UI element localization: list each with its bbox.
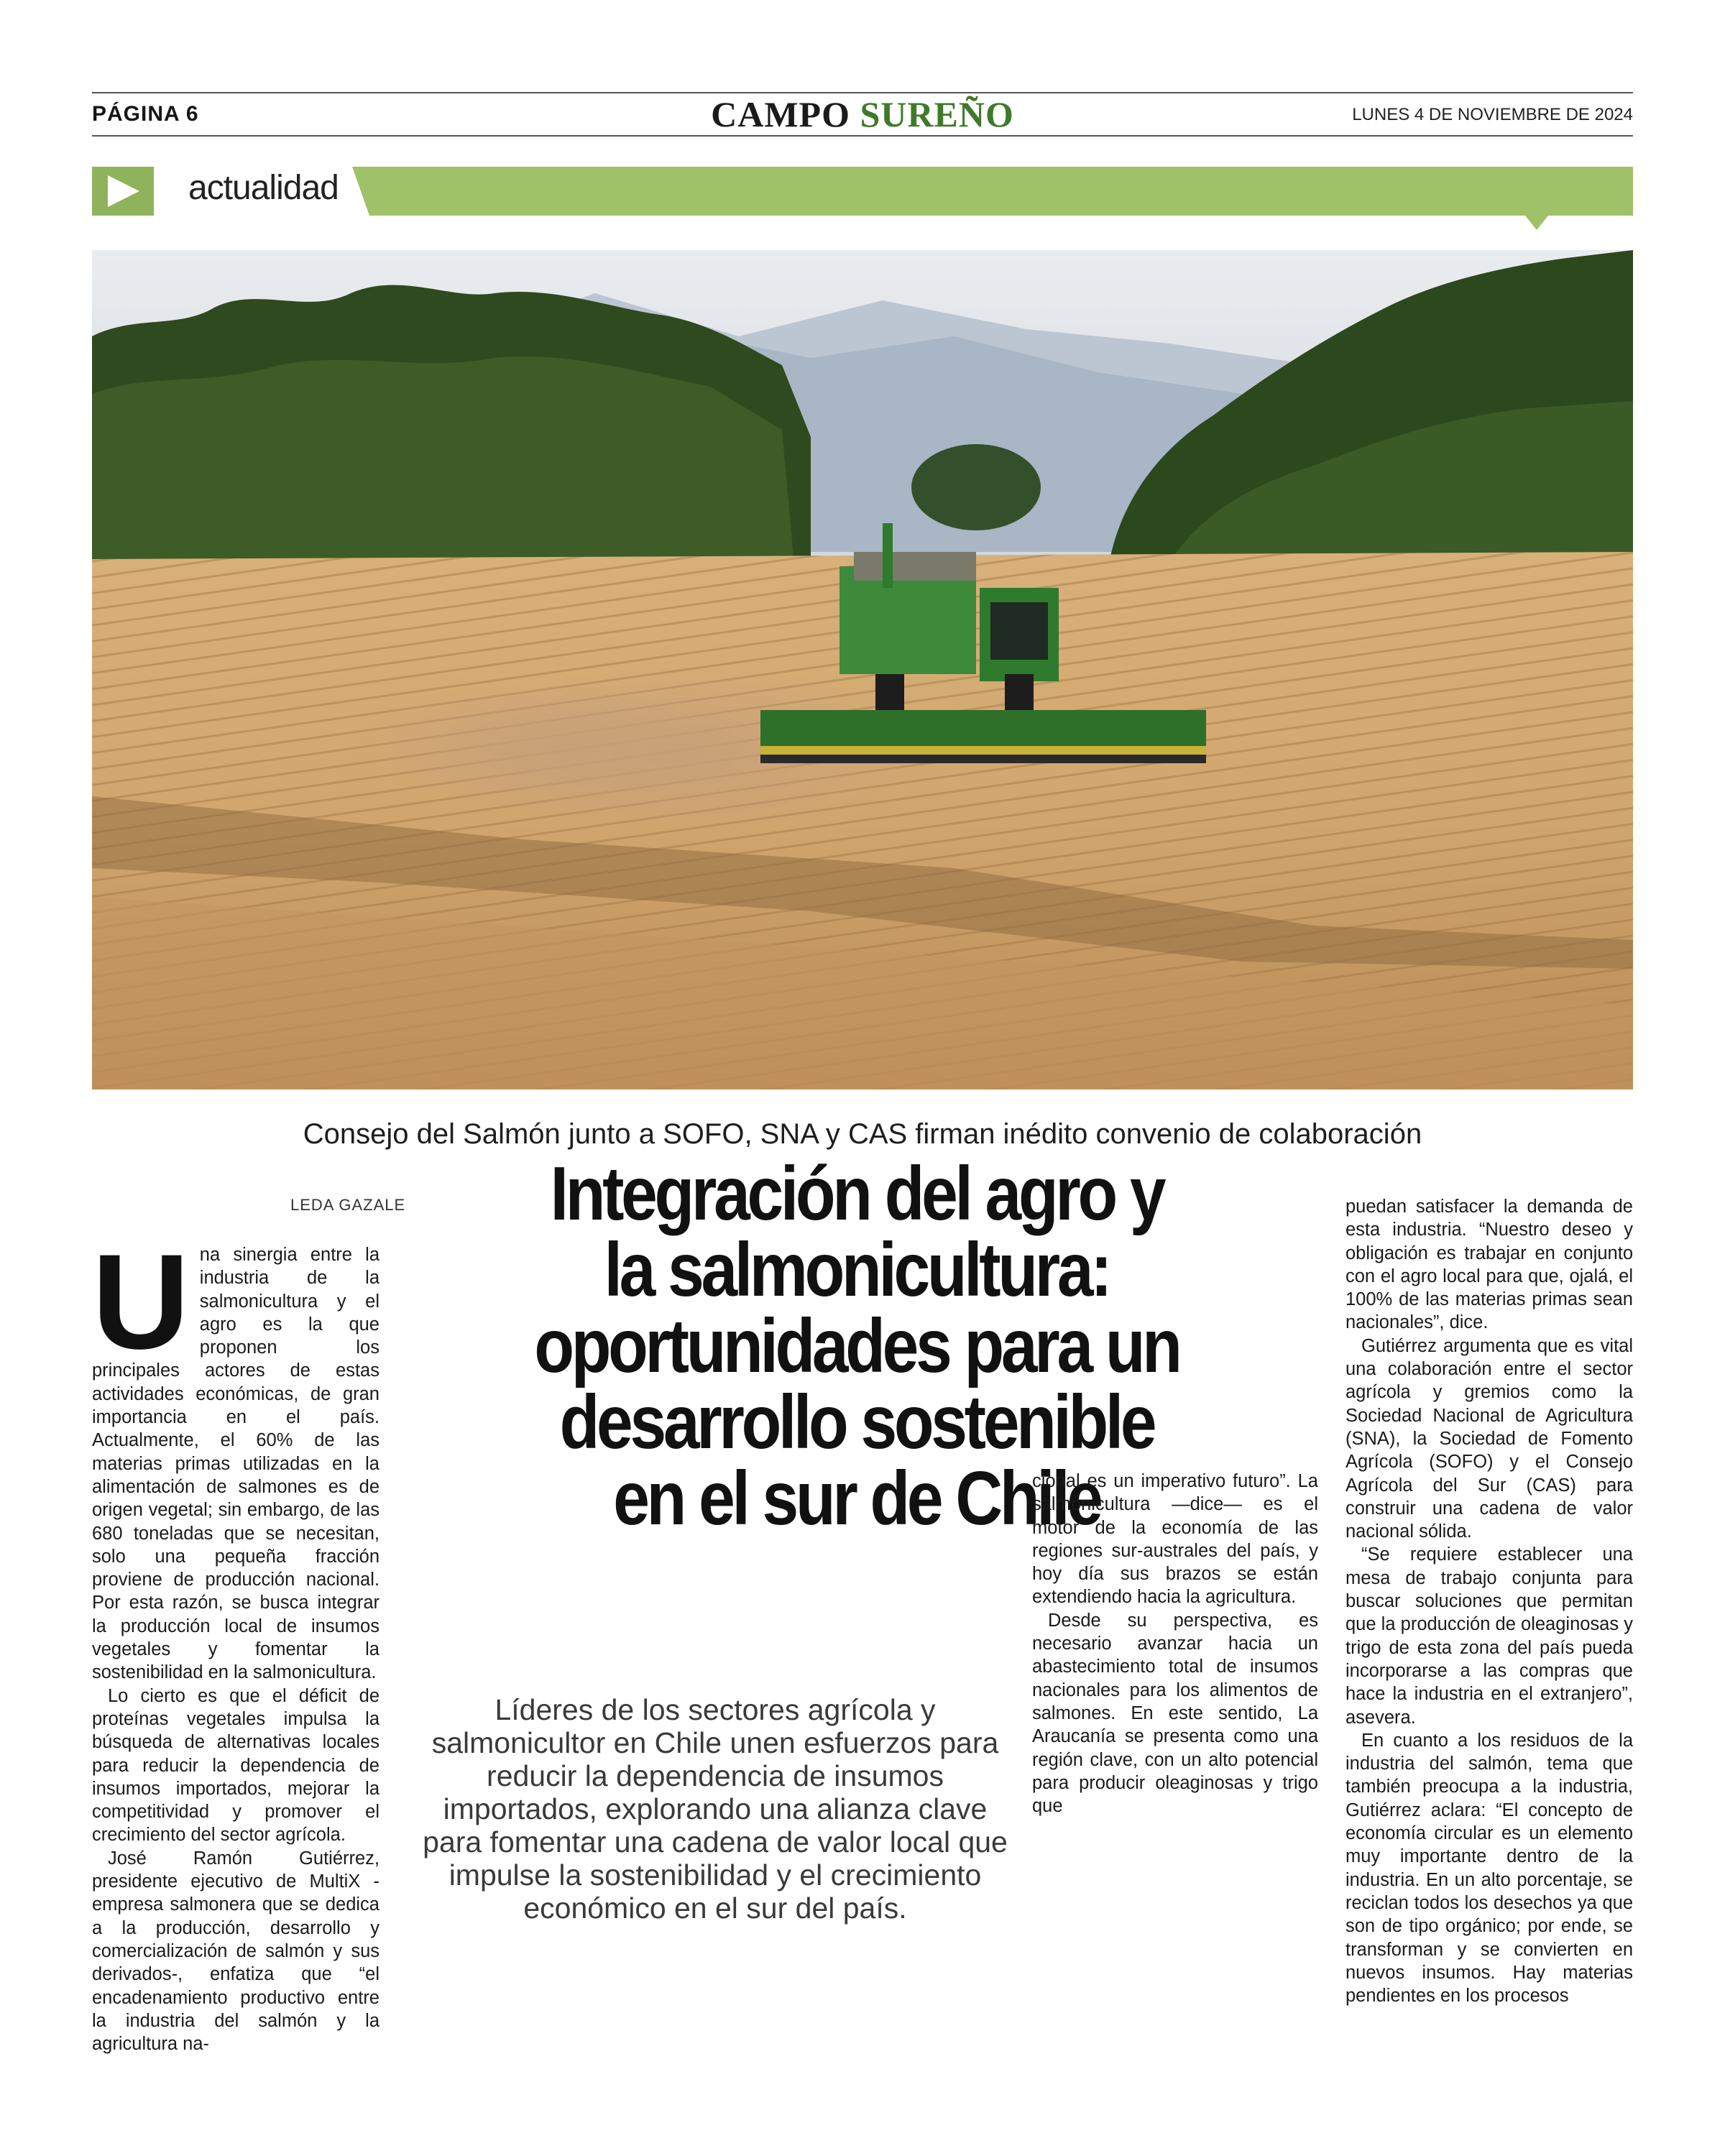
paragraph: “Se requiere establecer una mesa de trabajo conjunta para buscar soluciones que permitan que la producción de oleaginosas y trigo de esta zona del país pueda incorporarse a las compras que hace la industria en el extranjero”, asevera. <box>1346 1544 1633 1728</box>
article-kicker: Consejo del Salmón junto a SOFO, SNA y CAS firman inédito convenio de colaboración <box>303 1118 1422 1150</box>
paragraph <box>92 1226 380 1685</box>
section-label: actualidad <box>188 169 339 207</box>
bottom-rule <box>92 135 1633 137</box>
paragraph: José Ramón Gutiérrez, presidente ejecutivo de MultiX - empresa salmonera que se dedica a la producción, desarrollo y comercialización de salmón y sus derivados-, enfatiza que “el encadenamiento productivo entre la industria del salmón y la agricultura na- <box>92 1848 380 2055</box>
paragraph: En cuanto a los residuos de la industria del salmón, tema que también preocupa a la industria, Gutiérrez aclara: “El concepto de economía circular es un elemento muy importante dentro de la industria. En un alto porcentaje, se reciclan todos los desechos ya que son de tipo orgánico; por ende, se transforman y se convierten en nuevos insumos. Hay materias pendientes en los procesos <box>1346 1730 1633 2007</box>
play-icon <box>92 167 154 216</box>
masthead-sureno: SUREÑO <box>860 94 1014 134</box>
masthead-campo: CAMPO <box>711 94 850 134</box>
headline-line: la salmonicultura: <box>604 1227 1110 1312</box>
byline: LEDA GAZALE <box>290 1196 406 1214</box>
headline-line: oportunidades para un <box>534 1304 1179 1388</box>
harvest-photo <box>92 250 1633 1089</box>
headline-line: desarrollo sostenible <box>559 1380 1154 1465</box>
headline-line: Integración del agro y <box>550 1151 1164 1236</box>
paragraph: puedan satisfacer la demanda de esta industria. “Nuestro deseo y obligación es trabajar en conjunto con el agro local para que, ojalá, el 100% de las materias primas sean nacionales”, dice. <box>1346 1197 1633 1333</box>
section-tick <box>1525 216 1548 230</box>
summary: Líderes de los sectores agrícola y salmonicultor en Chile unen esfuerzos para reducir la dependencia de insumos importados, explorando una alianza clave para fomentar una cadena de valor local que impulse la sostenibilidad y el crecimiento económico en el sur del país. <box>423 1693 1008 1925</box>
paragraph: Desde su perspectiva, es necesario avanzar hacia un abastecimiento total de insumos nacionales para los alimentos de salmones. En este sentido, La Araucanía se presenta como una región clave, con un alto potencial para producir oleaginosas y trigo que <box>1032 1610 1318 1817</box>
headline-line: en el sur de Chile <box>613 1456 1100 1541</box>
page-number: PÁGINA 6 <box>92 102 199 126</box>
paragraph-text: na sinergia entre la industria de la salmonicultura y el agro es la que proponen los principales actores de estas actividades económicas, de gran importancia en el país. Actualmente, el 60% de las materias primas utilizadas en la alimentación de salmones es de origen vegetal; sin embargo, de las 680 toneladas que se necesitan, solo una pequeña fracción proviene de producción nacional. Por esta razón, se busca integrar la producción local de insumos vegetales y fomentar la sostenibilidad en la salmonicultura. <box>92 1245 380 1683</box>
paragraph: Gutiérrez argumenta que es vital una colaboración entre el sector agrícola y gremios como la Sociedad Nacional de Agricultura (SNA), la Sociedad de Fomento Agrícola (SOFO) y el Consejo Agrícola del Sur (CAS) para construir una cadena de valor nacional sólida. <box>1346 1335 1633 1542</box>
body-column-3 <box>1032 1470 1318 1818</box>
paragraph: Lo cierto es que el déficit de proteínas vegetales impulsa la búsqueda de alternativas locales para reducir la dependencia de insumos importados, mejorar la competitividad y promover el crecimiento del sector agrícola. <box>92 1685 380 1846</box>
body-column-4 <box>1346 1195 1633 2007</box>
issue-date: LUNES 4 DE NOVIEMBRE DE 2024 <box>1352 105 1633 124</box>
paragraph: cional es un imperativo futuro”. La salmonicultura —dice— es el motor de la economía de las regiones sur-australes del país, y hoy día sus brazos se están extendiendo hacia la agricultura. <box>1032 1471 1318 1608</box>
drop-cap: U <box>92 1226 190 1377</box>
body-column-1 <box>92 1226 380 2055</box>
